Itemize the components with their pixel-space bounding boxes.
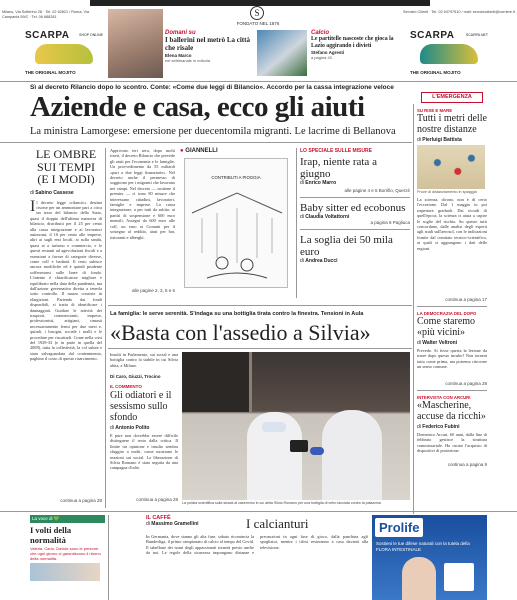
special-h1[interactable]: Irap, niente rata a giugno xyxy=(300,156,377,180)
ad-brand: SCARPA xyxy=(410,30,455,41)
founded-line: FONDATO NEL 1876 xyxy=(236,21,280,26)
silvia-bylines: Di Caro, Giuzzi, Trocino xyxy=(110,374,161,379)
editorial-body: Il decreto legge «rilancio» destina risorse per un ammontare pari a circa un terzo del bilancio dello Stato, quasi il doppio dell'ultima manovra di bilancio, distribuiti per il 25 per cento alla cassa integrazione e ai lavoratori autonomi, il 16 per cento alle imprese, altri ai sugli enti locali, ai sulla sanità, quasi ai a turismo e commercio, e le questi restanti ad agevolazioni fiscali e a esenzioni a favore di categorie diverse, come colf e badanti. Il testo subisce ancora modifiche ed è quindi prudente sofferrmarsi sulle linee di fondo. L'intento è chiarificatore migliore e equilibrato nella data della pandemia, ma dall'azione governativa diretta a tenerla sotto controllo. Il marzo consiste in elargizioni. Partendo dai fondi disponibili, si tratta di identificare i dannaggiati. Guidare le attività dei trasporti, commercianti, imprese, professionisti, artigiani, rimasti necessariamente fermi per due mesi e, quindi, i bisogni, sociale i malli e le procedure per riscattarli. Come nella crisi del 1929-33 (e in parte in quella del 2008), tutta la collettività, la col sulute e stata salvaguardata dal contenimento, paghino il costo di questo risarcimento. xyxy=(30,199,102,362)
center-story-body: Approvato ieri sera, dopo molti rinvii, il decreto Rilancio che prevede gli aiuti per l'economia e le famiglie. Un provvedimento da 55 miliardi «pari a due leggi finanziarie». Nel decreto anche il permesso di soggiorno per i migranti che lavorano nei campi. Nel decreto — sostiene il premier — ci sono 80 misure che interessano cittadini, lavoratori, famiglie e imprese. La cassa integrazione, a per tutti da subito: ai partiti di sospensione e 600 euro mensili, Assegni da 600 euro alle colf, un euro ai Comuni per il sostegno al reddito, aiuti per bar, ristoranti e alberghi. xyxy=(110,148,175,240)
emergency-kicker: SU RISE E MARE xyxy=(417,108,453,113)
teaser-left-byline: Elena Marco xyxy=(165,53,192,58)
masthead xyxy=(0,0,517,78)
giannelli-box[interactable] xyxy=(180,148,292,293)
voices-box[interactable] xyxy=(30,515,105,600)
emergency-byline: Pierluigi Battista xyxy=(422,137,462,143)
comment-continue[interactable]: continua a pagina 28 xyxy=(136,497,178,502)
newspaper-logo: S xyxy=(250,6,264,20)
camera-icon xyxy=(290,440,308,452)
prolife-text: Sostieni le tue difese naturali con la tutela della FLORA INTESTINALE xyxy=(376,541,470,552)
teaser-right-byline: Stefano Agresti xyxy=(311,49,345,55)
center-story-pages[interactable]: alle pagine 2, 3, 5 e 6 xyxy=(131,288,175,293)
interview-kicker: INTERVISTA CON ARCURI xyxy=(417,395,471,400)
cafe-box: IL CAFFÈ di Massimo Gramellini I calcianturi In Germania, dove stanno gli alta fuse, sabato ricomincia la Bundesliga, il primo campionato di calcio al tempo del Covid. Il tabellone dei nomi degli appassionati tornerà presto anche da noi. Le regole della sicurezza impongono distanze e precauzioni in ogni fase di gioco, dalla panchina agli spogliatoi, mentre i tifosi resteranno a casa davanti alla televisione. xyxy=(146,515,368,600)
photo-caption: La polizia scientifica sulla strada al casermino in cui abita Silvia Romano per una bottiglia di vetro lanciata contro la palazzina xyxy=(182,501,381,505)
headline-topline: Sì al decreto Rilancio dopo lo scontro. Conte: «Come due leggi di Bilancio». Accordo per la cassa integrazione veloce xyxy=(30,84,394,91)
scarpa-ad-right[interactable] xyxy=(410,30,488,75)
teaser-left-note: nel settimanale in edicola xyxy=(165,58,210,63)
ad-tagline: THE ORIGINAL MOJITO xyxy=(410,70,461,75)
drop-cap: I xyxy=(30,199,36,215)
masthead-address-left: Milano, Via Solferino 28 · Tel. 02 62821 / Roma, Via Campania 59/C · Tel. 06 688281 xyxy=(2,10,89,19)
special-box: LO SPECIALE SULLE MISURE Irap, niente rata a giugno di Enrico Marro alle pagine 4 e 5 Borrillo, Querzè Baby sitter ed ecobonus di Claudia Voltattorni a pagina 6 Pagliuca La soglia dei 50 mila euro di Andrea Ducci xyxy=(300,148,410,264)
beach-photo-caption: Prove di distanziamento in spiaggia xyxy=(417,190,477,194)
giannelli-label: ● GIANNELLI xyxy=(180,148,218,154)
silvia-topline: La famiglia: le serve serenità. S'indaga su una bottiglia tirata contro la finestra. Tensioni in Aula xyxy=(110,311,364,317)
prolife-ad[interactable] xyxy=(372,515,487,600)
silvia-headline[interactable]: «Basta con l'assedio a Silvia» xyxy=(110,320,371,345)
silvia-body: Insulti in Parlamento, sui social e una bottiglia contro la stabile in cui Silvia abita, a Milano. xyxy=(110,352,178,368)
teaser-right-title: Le partitelle nascoste che gioca la Lazio aggirando i divieti xyxy=(311,36,394,49)
center-story xyxy=(110,148,175,303)
special-kicker: LO SPECIALE SULLE MISURE xyxy=(300,148,372,154)
figure-left-mask xyxy=(262,422,286,432)
comment-title[interactable]: Gli odiatori e il sessismo sullo sfondo xyxy=(110,390,172,423)
voices-label: La voce di 💚 xyxy=(30,515,105,523)
cafe-title[interactable]: I calcianturi xyxy=(246,516,309,531)
emergency-column: SU RISE E MARE Tutti i metri delle nostre distanze di Pierluigi Battista Prove di distanziamento in spiaggia La scienza, dicono, non è di certo l'eccezione. Dal 1 maggio in poi riaperture graduali. Dai ricordi di quell'epoca, la scienza ci aiuta a capire le soglie del rischio. Su questo tutti concordano, dalle analisi degli esperti agli studi sull'aerosol, con le indicazioni fornite dal comitato tecnico-scientifico, ai quali si aggiungono i dati delle regioni. continua a pagina 17 LA DEMOCRAZIA DEL DOPO Come staremo «più vicini» di Walter Veltroni Prevedo. Si fosse questa la lezione da trarre dopo questo incubo? Non tornerà tutto come prima, ma potremo ritrovare un senso comune. continua a pagina 28 INTERVISTA CON ARCURI «Mascherine, accuse da ricchi» di Federico Fubini Domenico Arcuri, 60 anni, dalla fine di febbraio gestisce la struttura commissariale. Ha curato l'acquisto di dispositivi di protezione. continua a pagina 9 xyxy=(417,108,487,467)
interview-title[interactable]: «Mascherine, accuse da ricchi» xyxy=(417,400,486,422)
voices-text: Valeria, Carlo, Davide sono le persone che ogni giorno ci garantiscono il ritorno della normalità. xyxy=(30,546,101,561)
ad-brand: SCARPA xyxy=(25,30,70,41)
figure-right xyxy=(322,410,382,500)
democracy-title[interactable]: Come staremo «più vicini» xyxy=(417,316,476,338)
ad-sub: SHOP ONLINE xyxy=(79,33,103,37)
special-h1-note[interactable]: alle pagine 4 e 5 Borrillo, Querzè xyxy=(344,188,410,193)
teaser-right-image xyxy=(257,30,307,76)
teaser-right[interactable] xyxy=(311,30,397,76)
giannelli-bullet-icon: ● xyxy=(180,148,184,154)
glove-icon xyxy=(310,447,324,455)
prolife-model xyxy=(402,557,436,600)
comment-byline: Antonio Polito xyxy=(115,425,150,431)
main-headline[interactable]: Aziende e casa, ecco gli aiuti xyxy=(30,91,365,123)
shoe-icon xyxy=(35,44,93,64)
democracy-body: Prevedo. Si fosse questa la lezione da trarre dopo questo incubo? Non tornerà tutto come prima, ma potremo ritrovare un senso comune. xyxy=(417,348,487,370)
teaser-left-kicker: Domani su xyxy=(165,30,196,36)
editorial-column: LE OMBRE SUI TEMPI (E I MODI) di Sabino Cassese Il decreto legge «rilancio» destina risorse per un ammontare pari a circa un terzo del bilancio dello Stato, quasi il doppio dell'ultima manovra di bilancio, distribuiti per il 25 per cento alla cassa integrazione e ai lavoratori autonomi, il 16 per cento alle imprese, altri ai sugli enti locali, ai sulla sanità, quasi ai a turismo e commercio, e le questi restanti ad agevolazioni fiscali e a esenzioni a favore di categorie diverse, come colf e badanti. Il testo subisce ancora modifiche ed è quindi prudente sofferrmarsi sulle linee di fondo. L'intento è chiarificatore migliore e equilibrato nella data della pandemia, ma dall'azione governativa diretta a tenerla sotto controllo. Il marzo consiste in elargizioni. Partendo dai fondi disponibili, si tratta di identificare i dannaggiati. Guidare le attività dei trasporti, commercianti, imprese, professionisti, artigiani, rimasti necessariamente fermi per due mesi e, quindi, i bisogni, sociale i malli e le procedure per riscattarli. Come nella crisi del 1929-33 (e in parte in quella del 2008), tutta la collettività, la col sulute e stata salvaguardata dal contenimento, paghino il costo di questo risarcimento. continua a pagina 28 xyxy=(30,147,102,503)
interview-byline: Federico Fubini xyxy=(422,424,460,430)
comment-box: IL COMMENTO Gli odiatori e il sessismo sullo sfondo di Antonio Polito E pure non dovrebbe essere difficile distinguere il resto dalla critica. Il limite tra opinione e insulto sembra sfuggire a molti, come mostrano le reazioni sui social. La liberazione di Silvia Romano è stata seguita da una campagna d'odio. continua a pagina 28 xyxy=(110,384,178,502)
emergency-badge xyxy=(421,92,483,103)
scarpa-ad-left[interactable] xyxy=(25,30,103,75)
beach-photo xyxy=(417,145,485,189)
cafe-label: IL CAFFÈ xyxy=(146,515,171,521)
editorial-byline: Sabino Cassese xyxy=(35,189,74,196)
silvia-story-text xyxy=(110,352,178,380)
democracy-continue[interactable]: continua a pagina 28 xyxy=(445,381,487,386)
emergency-title[interactable]: Tutti i metri delle nostre distanze xyxy=(417,113,487,135)
voices-photo xyxy=(30,563,100,581)
police-photo xyxy=(182,352,410,500)
teaser-left-image xyxy=(108,9,163,78)
cafe-byline: Massimo Gramellini xyxy=(151,521,199,527)
window-frame xyxy=(182,352,252,412)
emergency-label: L'EMERGENZA xyxy=(432,94,472,100)
cafe-body: In Germania, dove stanno gli alta fuse, sabato ricomincia la Bundesliga, il primo campionato di calcio al tempo del Covid. Il tabellone dei nomi degli appassionati tornerà presto anche da noi. Le regole della sicurezza impongono distanze e precauzioni in ogni fase di gioco, dalla panchina agli spogliatoi, mentre i tifosi resteranno a casa davanti alla televisione. xyxy=(146,534,368,556)
editorial-continue[interactable]: continua a pagina 28 xyxy=(60,497,102,503)
masthead-title-strip xyxy=(90,0,430,6)
prolife-brand: Prolife xyxy=(375,518,423,537)
democracy-kicker: LA DEMOCRAZIA DEL DOPO xyxy=(417,311,477,316)
emergency-body: La scienza, dicono, non è di certo l'eccezione. Dal 1 maggio in poi riaperture graduali. Dai ricordi di quell'epoca, la scienza ci aiuta a capire le soglie del rischio. Su questo tutti concordano, dalle analisi degli esperti agli studi sull'aerosol, con le indicazioni fornite dal comitato tecnico-scientifico, ai quali si aggiungono i dati delle regioni. xyxy=(417,197,487,251)
special-h1-byline: Enrico Marro xyxy=(305,180,337,186)
teaser-left-title: I ballerini nel metrò La città che risale xyxy=(165,36,250,52)
interview-continue[interactable]: continua a pagina 9 xyxy=(447,462,487,467)
headline-subhead: La ministra Lamorgese: emersione per duecentomila migranti. Le lacrime di Bellanova xyxy=(30,126,396,137)
comment-body: E pure non dovrebbe essere difficile distinguere il resto dalla critica. Il limite tra opinione e insulto sembra sfuggire a molti, come mostrano le reazioni sui social. La liberazione di Silvia Romano è stata seguita da una campagna d'odio. xyxy=(110,433,178,471)
teaser-right-kicker: Calcio xyxy=(311,30,330,36)
emergency-continue[interactable]: continua a pagina 17 xyxy=(445,297,487,302)
democracy-byline: Walter Veltroni xyxy=(422,340,458,346)
cartoon-drawing xyxy=(187,183,287,283)
interview-body: Domenico Arcuri, 60 anni, dalla fine di febbraio gestisce la struttura commissariale. Ha curato l'acquisto di dispositivi di protezione. xyxy=(417,432,487,454)
shoe-icon xyxy=(420,44,478,64)
special-h3[interactable]: La soglia dei 50 mila euro xyxy=(300,234,393,258)
special-h2[interactable]: Baby sitter ed ecobonus xyxy=(300,202,406,214)
editorial-title[interactable]: LE OMBRE SUI TEMPI (E I MODI) xyxy=(35,147,97,186)
special-h2-note[interactable]: a pagina 6 Pagliuca xyxy=(370,220,410,225)
special-h3-byline: Andrea Ducci xyxy=(305,258,338,264)
teaser-left[interactable] xyxy=(165,30,250,76)
special-h2-byline: Claudia Voltattorni xyxy=(305,214,350,220)
teaser-right-page: a pagina 43 xyxy=(311,54,332,60)
voices-title: I volti della normalità xyxy=(30,525,72,545)
cartoon-caption: CONTRIBUTI A PIOGGIA xyxy=(211,175,261,180)
ad-sub: SCARPA.NET xyxy=(465,33,488,37)
comment-label: IL COMMENTO xyxy=(110,384,142,389)
masthead-address-right: Servizio Clienti · Tel. 02 63797510 / mail: servizioclienti@corriere.it xyxy=(402,10,515,14)
cartoon-image xyxy=(184,158,288,288)
ad-tagline: THE ORIGINAL MOJITO xyxy=(25,70,76,75)
prolife-box xyxy=(444,563,474,591)
